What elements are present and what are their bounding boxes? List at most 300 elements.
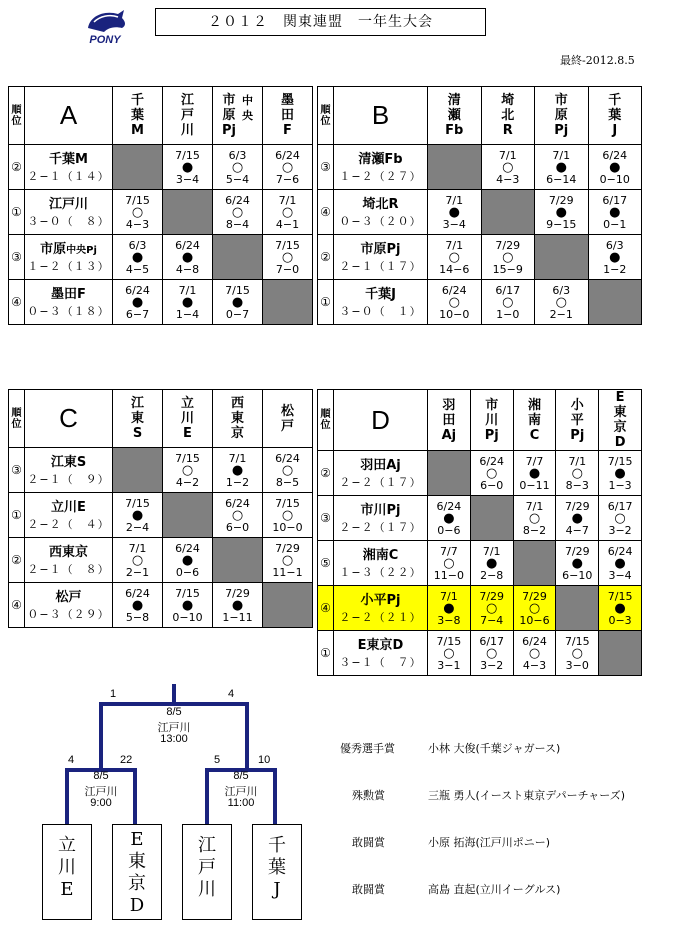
bracket-team-box: E 東 京 D bbox=[112, 824, 162, 920]
result-mark: ○ bbox=[281, 462, 294, 478]
match-date: 6/24 bbox=[522, 634, 547, 648]
self-match-cell bbox=[481, 190, 535, 235]
match-score: 8−2 bbox=[522, 523, 547, 537]
result-mark: ● bbox=[181, 552, 194, 568]
result-mark: ○ bbox=[281, 249, 294, 265]
team-record: １−２（２７） bbox=[339, 169, 422, 183]
result-mark: ● bbox=[448, 204, 460, 220]
team-cell bbox=[334, 190, 428, 235]
team-name: 清瀬Fb bbox=[358, 151, 403, 167]
match-score: 2−1 bbox=[125, 565, 150, 579]
self-match-cell bbox=[588, 280, 642, 325]
match-score: 6−0 bbox=[225, 520, 250, 534]
opponent-header: 千 葉 M bbox=[113, 87, 163, 145]
match-result-cell bbox=[213, 190, 263, 235]
table-row bbox=[9, 145, 313, 190]
match-result-cell bbox=[556, 496, 599, 541]
match-date: 7/15 bbox=[125, 496, 150, 510]
rank-cell: ④ bbox=[9, 583, 25, 628]
self-match-cell bbox=[213, 235, 263, 280]
rank-header: 順 位 bbox=[318, 87, 334, 145]
team-name: 墨田F bbox=[51, 286, 86, 302]
last-updated: 最終-2012.8.5 bbox=[560, 54, 635, 67]
final-score-right: 4 bbox=[228, 688, 235, 700]
result-mark: ● bbox=[231, 597, 244, 613]
self-match-cell bbox=[163, 190, 213, 235]
semi-left-venue: 江戸川 bbox=[84, 786, 118, 798]
result-mark: ● bbox=[443, 510, 455, 526]
match-result-cell bbox=[470, 586, 513, 631]
result-mark: ○ bbox=[555, 294, 567, 310]
match-date: 7/15 bbox=[564, 634, 590, 648]
rank-cell: ① bbox=[318, 631, 334, 676]
match-result-cell bbox=[428, 496, 471, 541]
result-mark: ○ bbox=[502, 249, 514, 265]
result-mark: ● bbox=[571, 510, 583, 526]
result-mark: ● bbox=[528, 465, 541, 481]
rank-cell: ④ bbox=[9, 280, 25, 325]
match-score: 4−1 bbox=[275, 217, 300, 231]
match-score: 0−3 bbox=[608, 613, 632, 627]
match-result-cell bbox=[163, 145, 213, 190]
group-name: B bbox=[334, 87, 428, 145]
table-row bbox=[318, 280, 642, 325]
team-name: 千葉J bbox=[365, 286, 396, 302]
match-result-cell bbox=[535, 145, 589, 190]
result-mark: ○ bbox=[131, 552, 144, 568]
team-name: 羽田Aj bbox=[360, 457, 401, 473]
match-result-cell bbox=[513, 586, 556, 631]
match-score: 3−4 bbox=[175, 172, 200, 186]
match-date: 7/29 bbox=[495, 238, 521, 252]
match-score: 1−0 bbox=[496, 307, 520, 321]
match-score: 4−3 bbox=[522, 658, 547, 672]
match-score: 6−10 bbox=[562, 568, 593, 582]
match-date: 6/24 bbox=[125, 283, 150, 297]
match-date: 7/15 bbox=[125, 193, 150, 207]
result-mark: ○ bbox=[486, 600, 498, 616]
final-venue: 江戸川 bbox=[157, 722, 191, 734]
self-match-cell bbox=[428, 145, 482, 190]
match-date: 7/29 bbox=[225, 586, 250, 600]
result-mark: ● bbox=[231, 294, 244, 310]
result-mark: ● bbox=[555, 204, 567, 220]
match-result-cell bbox=[428, 280, 482, 325]
match-score: 3−4 bbox=[608, 568, 632, 582]
match-score: 2−4 bbox=[125, 520, 150, 534]
rank-cell: ① bbox=[318, 280, 334, 325]
match-date: 7/15 bbox=[607, 454, 633, 468]
result-mark: ● bbox=[614, 465, 626, 481]
match-result-cell bbox=[263, 538, 313, 583]
match-date: 6/3 bbox=[552, 283, 571, 297]
match-score: 10−6 bbox=[519, 613, 550, 627]
match-score: 4−3 bbox=[496, 172, 520, 186]
match-score: 15−9 bbox=[492, 262, 523, 276]
opponent-header: 立 川 E bbox=[163, 390, 213, 448]
match-score: 1−3 bbox=[608, 478, 632, 492]
result-mark: ● bbox=[131, 507, 144, 523]
match-score: 3−1 bbox=[437, 658, 461, 672]
match-result-cell bbox=[428, 631, 471, 676]
match-result-cell bbox=[263, 448, 313, 493]
match-date: 7/15 bbox=[225, 283, 250, 297]
result-mark: ○ bbox=[448, 249, 460, 265]
result-mark: ● bbox=[181, 597, 194, 613]
match-date: 7/1 bbox=[128, 541, 147, 555]
match-date: 7/29 bbox=[564, 499, 590, 513]
table-row bbox=[318, 145, 642, 190]
table-row bbox=[318, 541, 642, 586]
match-score: 1−2 bbox=[225, 475, 250, 489]
rank-cell: ② bbox=[9, 145, 25, 190]
final-score-left: 1 bbox=[110, 688, 117, 700]
semi-left-date: 8/5 bbox=[93, 770, 109, 782]
match-date: 6/24 bbox=[275, 148, 300, 162]
team-name: 江東S bbox=[50, 454, 87, 470]
table-row bbox=[318, 496, 642, 541]
match-result-cell bbox=[113, 538, 163, 583]
match-result-cell bbox=[213, 145, 263, 190]
result-mark: ● bbox=[571, 555, 583, 571]
team-cell bbox=[334, 496, 428, 541]
result-mark: ○ bbox=[281, 204, 294, 220]
award-label: 敢闘賞 bbox=[352, 836, 385, 849]
team-cell bbox=[334, 280, 428, 325]
match-result-cell bbox=[428, 586, 471, 631]
self-match-cell bbox=[556, 586, 599, 631]
rank-cell: ③ bbox=[9, 235, 25, 280]
match-result-cell bbox=[428, 190, 482, 235]
match-score: 0−10 bbox=[599, 172, 630, 186]
team-record: １−２（１３） bbox=[27, 259, 110, 273]
match-score: 8−5 bbox=[275, 475, 300, 489]
result-mark: ● bbox=[231, 462, 244, 478]
team-name: 松戸 bbox=[55, 589, 82, 605]
self-match-cell bbox=[213, 538, 263, 583]
match-result-cell bbox=[113, 235, 163, 280]
match-date: 7/1 bbox=[228, 451, 247, 465]
team-cell bbox=[25, 583, 113, 628]
match-score: 9−15 bbox=[546, 217, 577, 231]
match-score: 2−1 bbox=[549, 307, 573, 321]
match-score: 3−2 bbox=[608, 523, 632, 537]
opponent-header: 市 原 Pj 中 央 bbox=[213, 87, 263, 145]
result-mark: ● bbox=[131, 249, 144, 265]
match-result-cell bbox=[163, 448, 213, 493]
team-cell bbox=[25, 538, 113, 583]
match-date: 6/17 bbox=[602, 193, 628, 207]
match-score: 7−6 bbox=[275, 172, 300, 186]
match-date: 6/24 bbox=[175, 238, 200, 252]
match-date: 7/29 bbox=[275, 541, 300, 555]
opponent-header: E 東 京 D bbox=[599, 390, 642, 451]
match-date: 6/17 bbox=[607, 499, 633, 513]
team-name: 市原Pj bbox=[360, 241, 401, 257]
match-date: 6/24 bbox=[602, 148, 628, 162]
match-score: 6−14 bbox=[546, 172, 577, 186]
table-row bbox=[9, 448, 313, 493]
match-date: 7/15 bbox=[607, 589, 633, 603]
match-result-cell bbox=[481, 145, 535, 190]
result-mark: ○ bbox=[502, 294, 514, 310]
team-cell bbox=[334, 586, 428, 631]
match-result-cell bbox=[513, 451, 556, 496]
opponent-header: 埼 北 R bbox=[481, 87, 535, 145]
team-name: 埼北R bbox=[362, 196, 399, 212]
rank-cell: ⑤ bbox=[318, 541, 334, 586]
result-mark: ● bbox=[609, 204, 621, 220]
team-name: 市原中央Pj bbox=[40, 241, 97, 257]
result-mark: ● bbox=[486, 555, 498, 571]
match-date: 7/29 bbox=[522, 589, 547, 603]
group-name: C bbox=[25, 390, 113, 448]
match-result-cell bbox=[481, 235, 535, 280]
match-date: 7/7 bbox=[525, 454, 544, 468]
opponent-header: 羽 田 Aj bbox=[428, 390, 471, 451]
self-match-cell bbox=[535, 235, 589, 280]
match-date: 7/1 bbox=[445, 193, 464, 207]
semi-right-time: 11:00 bbox=[227, 797, 255, 809]
award-name: 三瓶 勇人(イースト東京デパーチャーズ) bbox=[428, 789, 625, 802]
team-cell bbox=[334, 145, 428, 190]
match-score: 0−11 bbox=[519, 478, 550, 492]
table-row bbox=[318, 586, 642, 631]
result-mark: ● bbox=[609, 159, 621, 175]
match-result-cell bbox=[428, 235, 482, 280]
match-date: 7/1 bbox=[568, 454, 587, 468]
opponent-header: 西 東 京 bbox=[213, 390, 263, 448]
team-cell bbox=[25, 493, 113, 538]
match-date: 6/24 bbox=[607, 544, 633, 558]
bracket-team-box: 江 戸 川 bbox=[182, 824, 232, 920]
match-score: 10−0 bbox=[272, 520, 303, 534]
team-record: ３−０（ ８） bbox=[27, 214, 110, 228]
match-score: 5−8 bbox=[125, 610, 150, 624]
match-result-cell bbox=[263, 493, 313, 538]
result-mark: ○ bbox=[443, 645, 455, 661]
match-result-cell bbox=[599, 496, 642, 541]
result-mark: ○ bbox=[443, 555, 455, 571]
match-result-cell bbox=[113, 493, 163, 538]
match-score: 8−3 bbox=[565, 478, 589, 492]
pony-logo bbox=[74, 8, 136, 46]
result-mark: ○ bbox=[571, 465, 583, 481]
match-result-cell bbox=[113, 190, 163, 235]
rank-cell: ② bbox=[9, 538, 25, 583]
match-score: 7−4 bbox=[480, 613, 504, 627]
match-score: 3−4 bbox=[442, 217, 466, 231]
match-result-cell bbox=[535, 190, 589, 235]
opponent-header: 市 川 Pj bbox=[470, 390, 513, 451]
match-result-cell bbox=[599, 451, 642, 496]
team-record: ０−３（２９） bbox=[27, 607, 110, 621]
result-mark: ● bbox=[609, 249, 621, 265]
semi-right-score-right: 10 bbox=[258, 754, 271, 766]
semi-right-score-left: 5 bbox=[214, 754, 221, 766]
match-score: 6−7 bbox=[125, 307, 150, 321]
result-mark: ● bbox=[614, 600, 626, 616]
match-date: 7/15 bbox=[275, 238, 300, 252]
match-date: 6/24 bbox=[175, 541, 200, 555]
rank-cell: ① bbox=[9, 190, 25, 235]
rank-cell: ② bbox=[318, 451, 334, 496]
rank-header: 順 位 bbox=[9, 87, 25, 145]
match-date: 7/29 bbox=[564, 544, 590, 558]
match-date: 7/29 bbox=[479, 589, 505, 603]
result-mark: ○ bbox=[231, 204, 244, 220]
match-result-cell bbox=[263, 190, 313, 235]
team-record: ２−１（ ９） bbox=[27, 472, 110, 486]
team-record: ２−１（１４） bbox=[27, 169, 110, 183]
self-match-cell bbox=[513, 541, 556, 586]
match-result-cell bbox=[213, 583, 263, 628]
match-score: 14−6 bbox=[439, 262, 470, 276]
horse-head-icon bbox=[88, 10, 125, 32]
semi-left-score-right: 22 bbox=[120, 754, 133, 766]
match-result-cell bbox=[163, 280, 213, 325]
result-mark: ● bbox=[181, 159, 194, 175]
result-mark: ○ bbox=[571, 645, 583, 661]
match-score: 6−0 bbox=[480, 478, 504, 492]
table-row bbox=[318, 235, 642, 280]
result-mark: ○ bbox=[502, 159, 514, 175]
match-score: 10−0 bbox=[439, 307, 470, 321]
match-score: 4−7 bbox=[565, 523, 589, 537]
league-table-c bbox=[8, 389, 313, 628]
match-date: 6/24 bbox=[436, 499, 462, 513]
match-result-cell bbox=[588, 235, 642, 280]
match-score: 11−1 bbox=[272, 565, 303, 579]
team-record: ２−２（ ４） bbox=[27, 517, 110, 531]
table-row bbox=[318, 190, 642, 235]
self-match-cell bbox=[113, 145, 163, 190]
match-date: 7/1 bbox=[278, 193, 297, 207]
team-cell bbox=[25, 448, 113, 493]
match-date: 6/24 bbox=[125, 586, 150, 600]
match-result-cell bbox=[470, 451, 513, 496]
table-row bbox=[318, 451, 642, 496]
match-score: 3−0 bbox=[565, 658, 589, 672]
table-row bbox=[9, 538, 313, 583]
group-name: A bbox=[25, 87, 113, 145]
league-table-b bbox=[317, 86, 642, 325]
match-result-cell bbox=[263, 235, 313, 280]
match-score: 7−0 bbox=[275, 262, 300, 276]
opponent-header: 江 戸 川 bbox=[163, 87, 213, 145]
match-date: 7/15 bbox=[175, 586, 200, 600]
match-result-cell bbox=[213, 448, 263, 493]
match-score: 3−2 bbox=[480, 658, 504, 672]
match-date: 6/24 bbox=[441, 283, 467, 297]
table-row bbox=[9, 493, 313, 538]
team-record: １−３（２２） bbox=[339, 565, 422, 579]
opponent-header: 市 原 Pj bbox=[535, 87, 589, 145]
match-date: 7/15 bbox=[175, 148, 200, 162]
result-mark: ○ bbox=[281, 507, 294, 523]
rank-header: 順 位 bbox=[9, 390, 25, 448]
match-result-cell bbox=[513, 496, 556, 541]
match-result-cell bbox=[470, 541, 513, 586]
rank-header: 順 位 bbox=[318, 390, 334, 451]
self-match-cell bbox=[470, 496, 513, 541]
self-match-cell bbox=[113, 448, 163, 493]
match-result-cell bbox=[428, 541, 471, 586]
team-record: ３−１（ ７） bbox=[339, 655, 422, 669]
final-time: 13:00 bbox=[160, 733, 188, 745]
match-score: 1−2 bbox=[603, 262, 627, 276]
match-result-cell bbox=[513, 631, 556, 676]
opponent-header: 松 戸 bbox=[263, 390, 313, 448]
match-date: 7/15 bbox=[275, 496, 300, 510]
table-row bbox=[9, 280, 313, 325]
team-cell bbox=[334, 451, 428, 496]
match-date: 7/1 bbox=[178, 283, 197, 297]
team-name: 立川E bbox=[51, 499, 86, 515]
table-row bbox=[9, 583, 313, 628]
opponent-header: 墨 田 F bbox=[263, 87, 313, 145]
semi-left-score-left: 4 bbox=[68, 754, 75, 766]
final-date: 8/5 bbox=[166, 706, 182, 718]
result-mark: ● bbox=[131, 597, 144, 613]
rank-cell: ③ bbox=[318, 496, 334, 541]
result-mark: ○ bbox=[231, 159, 244, 175]
team-record: ０−３（２０） bbox=[339, 214, 422, 228]
match-date: 7/1 bbox=[440, 589, 458, 603]
award-name: 高島 直起(立川イーグルス) bbox=[428, 883, 561, 896]
team-record: ２−２（１７） bbox=[339, 475, 422, 489]
match-date: 6/24 bbox=[225, 193, 250, 207]
team-cell bbox=[334, 235, 428, 280]
team-record: ２−１（１７） bbox=[339, 259, 422, 273]
match-result-cell bbox=[163, 235, 213, 280]
match-score: 0−6 bbox=[175, 565, 200, 579]
match-score: 0−1 bbox=[603, 217, 627, 231]
match-score: 11−0 bbox=[433, 568, 464, 582]
match-result-cell bbox=[163, 583, 213, 628]
match-result-cell bbox=[556, 631, 599, 676]
match-result-cell bbox=[163, 538, 213, 583]
match-result-cell bbox=[481, 280, 535, 325]
team-name: 小平Pj bbox=[360, 592, 401, 608]
team-record: ３−０（ １） bbox=[339, 304, 422, 318]
team-cell bbox=[334, 541, 428, 586]
team-name: 江戸川 bbox=[48, 196, 88, 212]
match-score: 4−2 bbox=[175, 475, 200, 489]
team-cell bbox=[25, 235, 113, 280]
match-result-cell bbox=[213, 280, 263, 325]
semi-right-date: 8/5 bbox=[233, 770, 249, 782]
team-cell bbox=[25, 190, 113, 235]
team-cell bbox=[25, 145, 113, 190]
award-label: 殊勲賞 bbox=[352, 789, 385, 802]
match-date: 7/1 bbox=[525, 499, 544, 513]
match-date: 7/1 bbox=[445, 238, 464, 252]
bracket-team-box: 千 葉 J bbox=[252, 824, 302, 920]
page-title: ２０１２ 関東連盟 一年生大会 bbox=[155, 8, 486, 36]
self-match-cell bbox=[428, 451, 471, 496]
self-match-cell bbox=[599, 631, 642, 676]
logo-text: PONY bbox=[89, 34, 121, 46]
match-result-cell bbox=[113, 280, 163, 325]
match-result-cell bbox=[588, 145, 642, 190]
rank-cell: ① bbox=[9, 493, 25, 538]
team-name: 市川Pj bbox=[360, 502, 401, 518]
award-name: 小原 拓海(江戸川ポニー) bbox=[428, 836, 551, 849]
match-score: 0−7 bbox=[225, 307, 250, 321]
result-mark: ○ bbox=[131, 204, 144, 220]
result-mark: ○ bbox=[181, 462, 194, 478]
